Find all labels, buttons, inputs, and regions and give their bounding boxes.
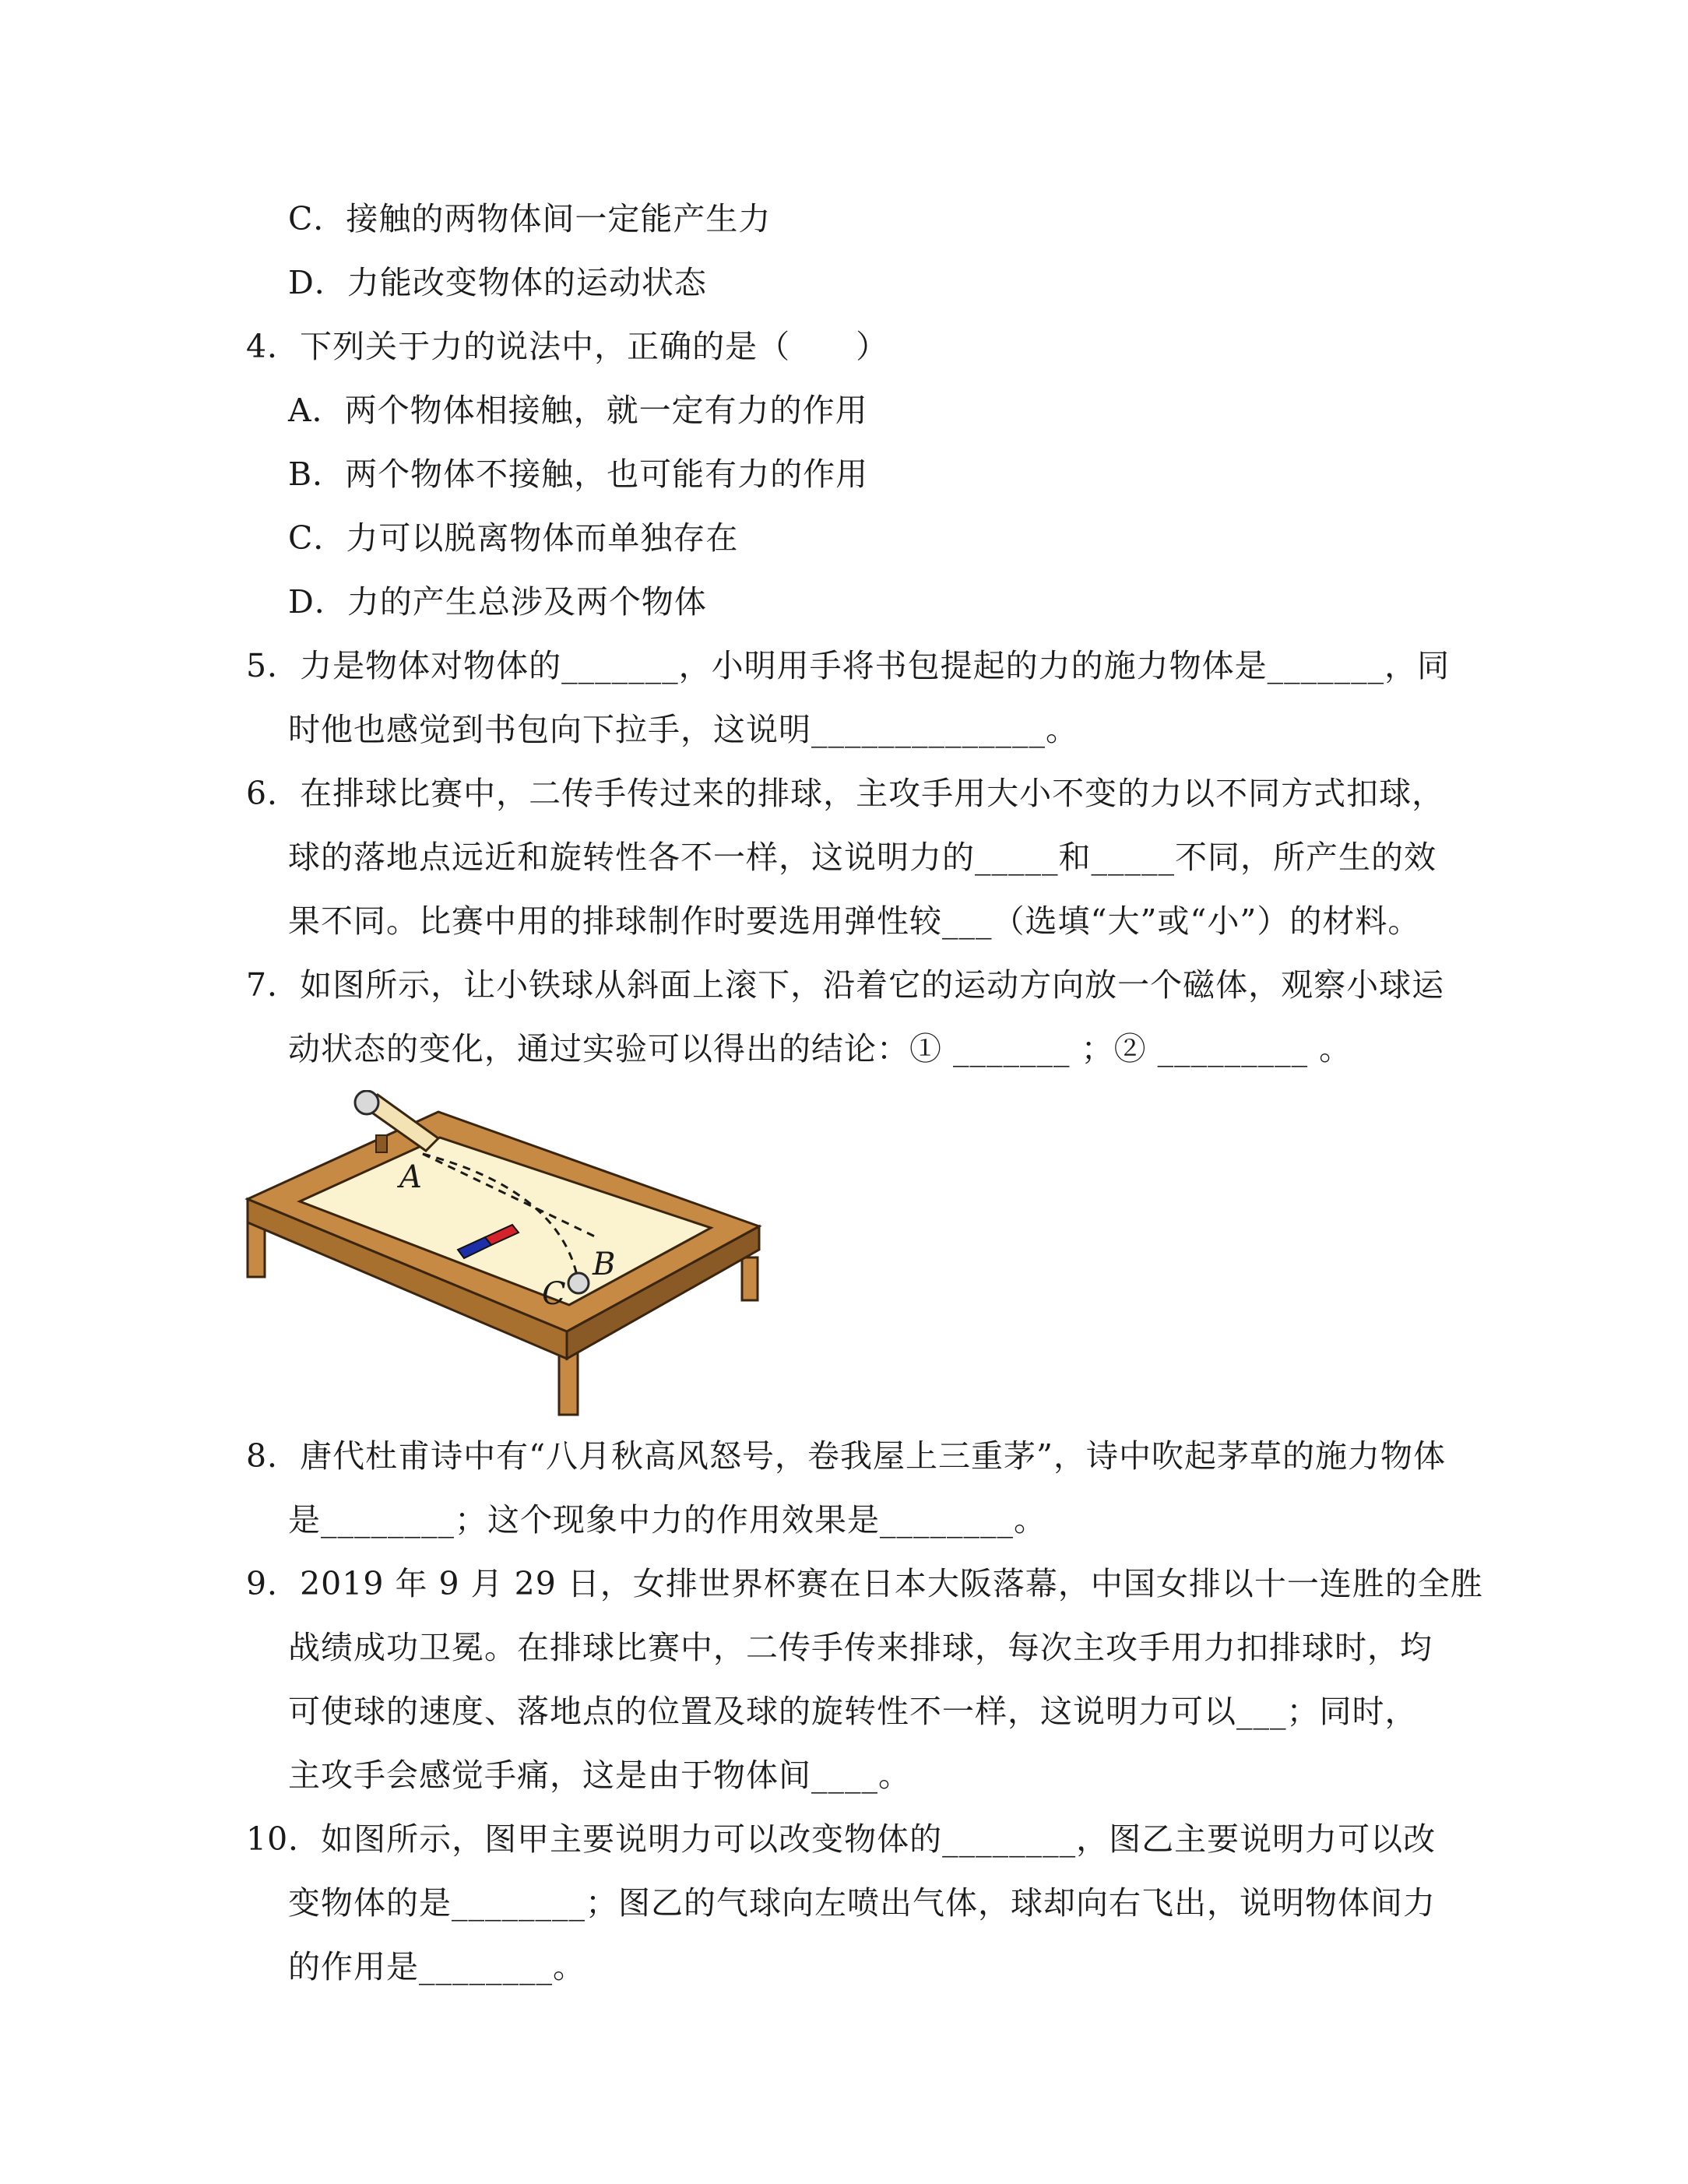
question-9-line-4: 主攻手会感觉手痛，这是由于物体间____。 [288, 1757, 911, 1794]
iron-ball-end [568, 1273, 589, 1293]
question-10-line-1: 10．如图所示，图甲主要说明力可以改变物体的________，图乙主要说明力可以改 [246, 1820, 1437, 1858]
question-5-line-2: 时他也感觉到书包向下拉手，这说明______________。 [288, 711, 1078, 748]
option-4c: C．力可以脱离物体而单独存在 [288, 519, 739, 557]
question-8-line-2: 是________；这个现象中力的作用效果是________。 [288, 1501, 1046, 1539]
question-6-line-2: 球的落地点远近和旋转性各不一样，这说明力的_____和_____不同，所产生的效 [288, 839, 1437, 876]
question-5-line-1: 5．力是物体对物体的_______，小明用手将书包提起的力的施力物体是_______，同 [246, 647, 1451, 684]
option-3c: C．接触的两物体间一定能产生力 [288, 200, 772, 237]
question-7-line-2: 动状态的变化，通过实验可以得出的结论：① _______ ；② _________ 。 [288, 1030, 1352, 1067]
magnet-ball-experiment-figure [244, 1090, 773, 1417]
label-a: A [399, 1159, 422, 1195]
option-4d: D．力的产生总涉及两个物体 [288, 583, 707, 621]
question-10-line-3: 的作用是________。 [288, 1948, 586, 1985]
label-b: B [593, 1247, 616, 1282]
option-4b: B．两个物体不接触，也可能有力的作用 [288, 455, 869, 493]
option-4a: A．两个物体相接触，就一定有力的作用 [288, 392, 868, 429]
question-9-line-1: 9．2019 年 9 月 29 日，女排世界杯赛在日本大阪落幕，中国女排以十一连胜的全胜 [246, 1565, 1483, 1602]
question-8-line-1: 8．唐代杜甫诗中有“八月秋高风怒号，卷我屋上三重茅”，诗中吹起茅草的施力物体 [246, 1437, 1447, 1475]
question-4: 4．下列关于力的说法中，正确的是（ ） [246, 328, 889, 365]
question-7-line-1: 7．如图所示，让小铁球从斜面上滚下，沿着它的运动方向放一个磁体，观察小球运 [246, 966, 1445, 1004]
question-9-line-3: 可使球的速度、落地点的位置及球的旋转性不一样，这说明力可以___；同时， [288, 1693, 1418, 1730]
question-6-line-1: 6．在排球比赛中，二传手传过来的排球，主攻手用大小不变的力以不同方式扣球， [246, 775, 1445, 812]
iron-ball-start [355, 1091, 378, 1114]
question-10-line-2: 变物体的是________；图乙的气球向左喷出气体，球却向右飞出，说明物体间力 [288, 1884, 1436, 1922]
label-c: C [542, 1276, 566, 1312]
question-9-line-2: 战绩成功卫冕。在排球比赛中，二传手传来排球，每次主攻手用力扣排球时，均 [288, 1629, 1433, 1666]
question-6-line-3: 果不同。比赛中用的排球制作时要选用弹性较___（选填“大”或“小”）的材料。 [288, 902, 1421, 940]
option-3d: D．力能改变物体的运动状态 [288, 264, 707, 301]
